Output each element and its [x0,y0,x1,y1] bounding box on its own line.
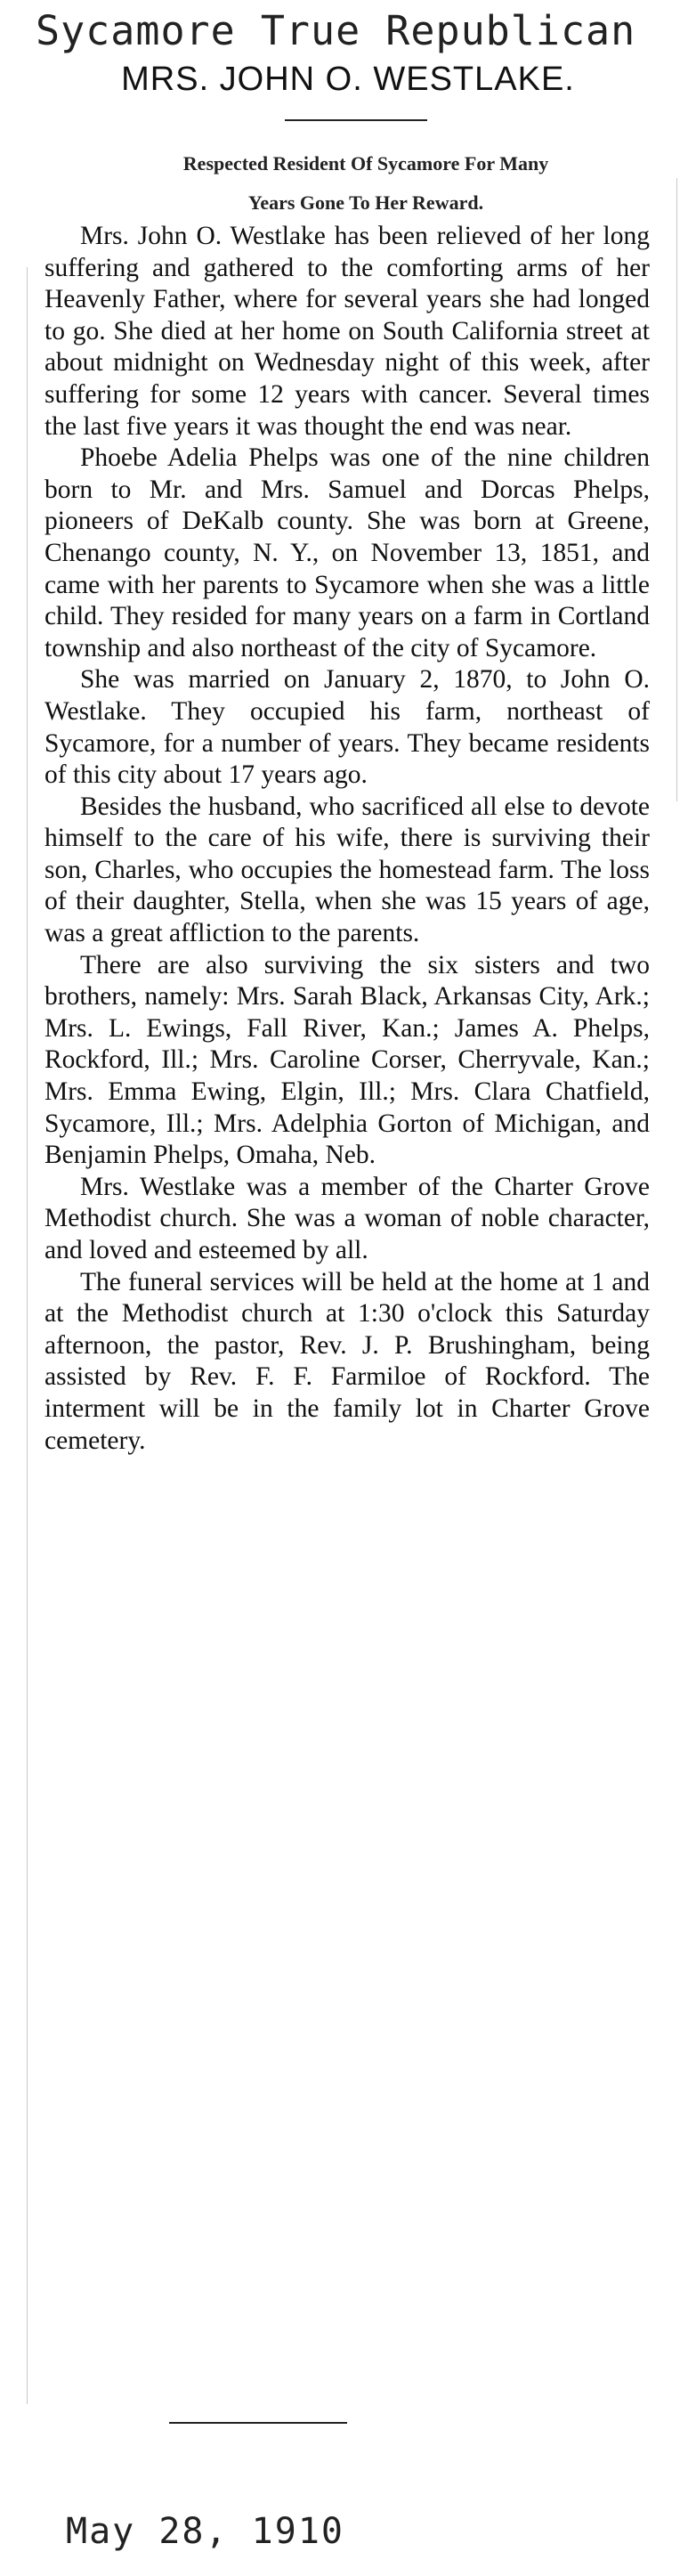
subhead-line-1: Respected Resident Of Sycamore For Many [182,152,549,175]
obituary-subhead [0,144,696,223]
paragraph-biography: Phoebe Adelia Phelps was one of the nine children born to Mr. and Mrs. Samuel and Dorcas Phelps, pioneers of DeKalb county. She was born at Greene, Chenango county, N. Y., on November 13, 1851, and came with her parents to Sycamore when she was a little child. They resided for many years on a farm in Cortland township and also northeast of the city of Sycamore. [45,443,650,662]
paragraph-funeral: The funeral services will be held at the home at 1 and at the Methodist church at 1:30 o'clock this Saturday afternoon, the pastor, Rev. J. P. Brushingham, being assisted by Rev. F. F. Farmiloe of Rockford. The interment will be in the family lot in Charter Grove cemetery. [45,1267,650,1455]
paragraph-survivors: Besides the husband, who sacrificed all else to devote himself to the care of his wife, there is surviving their son, Charles, who occupies the homestead farm. The loss of their daughter, Stella, when she was 15 years of age, was a great affliction to the parents. [45,792,650,948]
newspaper-masthead: Sycamore True Republican [36,7,636,54]
column-edge-right [676,178,677,801]
headline-rule [285,119,427,121]
closing-rule [169,2422,347,2424]
paragraph-siblings: There are also surviving the six sisters and two brothers, namely: Mrs. Sarah Black, Arkansas City, Ark.; Mrs. L. Ewings, Fall River, Kan.; James A. Phelps, Rockford, Ill.; Mrs. Caroline Corser, Cherryvale, Kan.; Mrs. Emma Ewing, Elgin, Ill.; Mrs. Clara Chatfield, Sycamore, Ill.; Mrs. Adelphia Gorton of Michigan, and Benjamin Phelps, Omaha, Neb. [45,950,650,1170]
obituary-headline: MRS. JOHN O. WESTLAKE. [121,61,575,98]
subhead-line-2: Years Gone To Her Reward. [247,191,484,214]
paragraph-church: Mrs. Westlake was a member of the Charter Grove Methodist church. She was a woman of noble character, and loved and esteemed by all. [45,1172,650,1264]
paragraph-marriage: She was married on January 2, 1870, to John O. Westlake. They occupied his farm, northeast of Sycamore, for a number of years. They became residents of this city about 17 years ago. [45,665,650,790]
publication-date: May 28, 1910 [66,2511,344,2552]
obituary-body [45,221,650,1457]
column-edge-left [27,267,28,2404]
paragraph-death-notice: Mrs. John O. Westlake has been relieved of her long suffering and gathered to the comforting arms of her Heavenly Father, where for several years she had longed to go. She died at her home on South California street at about midnight on Wednesday night of this week, after suffering for some 12 years with cancer. Several times the last five years it was thought the end was near. [45,222,650,441]
